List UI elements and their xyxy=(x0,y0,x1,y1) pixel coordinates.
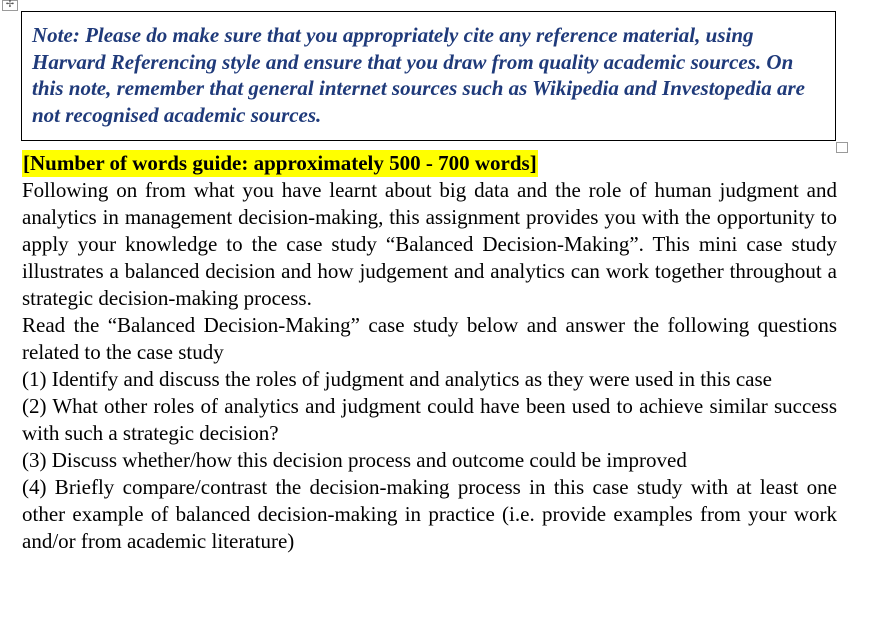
table-resize-handle[interactable] xyxy=(836,142,848,153)
word-count-guide: [Number of words guide: approximately 500 - 700 words] xyxy=(23,151,537,175)
instruction-paragraph: Read the “Balanced Decision-Making” case study below and answer the following questions related to the case study xyxy=(22,313,837,364)
note-text: Note: Please do make sure that you appropriately cite any reference material, using Harvard Referencing style and ensure that you draw from quality academic sources. On this note, remember that general internet sources such as Wikipedia and Investopedia are not recognised academic sources. xyxy=(32,23,805,127)
intro-paragraph: Following on from what you have learnt about big data and the role of human judgment and analytics in management decision-making, this assignment provides you with the opportunity to apply your knowledge to the case study “Balanced Decision-Making”. This mini case study illustrates a balanced decision and how judgement and analytics can work together throughout a strategic decision-making process. xyxy=(22,178,837,310)
table-move-icon[interactable]: ✢ xyxy=(2,0,18,11)
question-2: (2) What other roles of analytics and judgment could have been used to achieve similar success with such a strategic decision? xyxy=(22,394,837,445)
question-4: (4) Briefly compare/contrast the decision-making process in this case study with at least one other example of balanced decision-making in practice (i.e. provide examples from your work and/or from academic literature) xyxy=(22,475,837,553)
question-3: (3) Discuss whether/how this decision process and outcome could be improved xyxy=(22,448,687,472)
note-box xyxy=(21,11,836,141)
question-1: (1) Identify and discuss the roles of judgment and analytics as they were used in this case xyxy=(22,367,772,391)
document-body xyxy=(22,150,837,555)
